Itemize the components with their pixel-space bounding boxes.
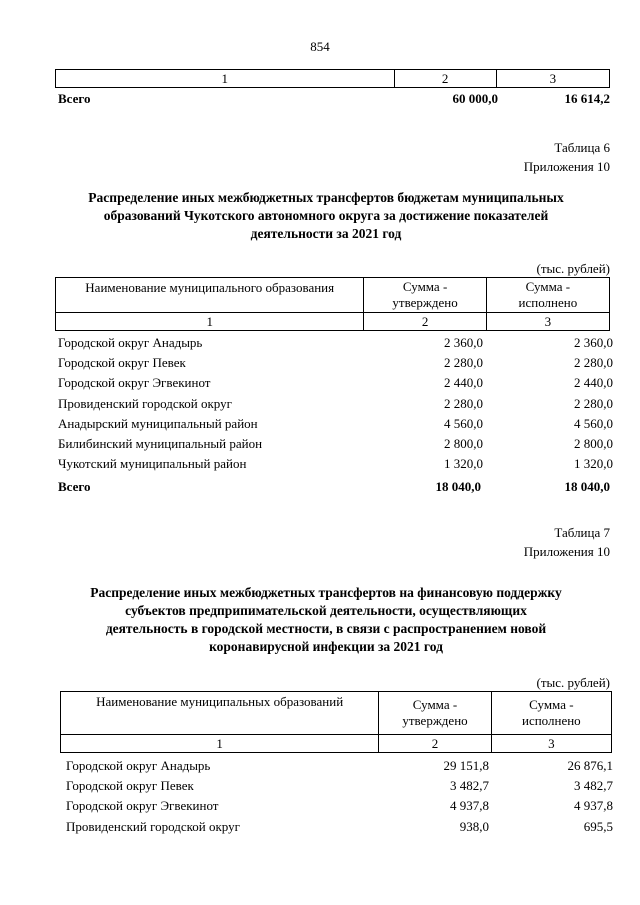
total-label: Всего [58, 91, 91, 106]
row-municipality-name: Городской округ Анадырь [58, 335, 203, 350]
table-row [58, 333, 613, 353]
table6-total-row [58, 477, 610, 497]
table6-header [55, 277, 610, 331]
top-table-total-row [58, 89, 610, 109]
table6-col-approved [364, 278, 486, 313]
col-executed-line2: исполнено [518, 295, 578, 310]
table7-num-3: 3 [491, 735, 611, 753]
table-row [58, 454, 613, 474]
table6-num-1: 1 [56, 313, 364, 331]
total-approved: 60 000,0 [452, 91, 498, 106]
table-row [58, 353, 613, 373]
table6-total-approved: 18 040,0 [435, 479, 481, 494]
table-row [58, 373, 613, 393]
table7-num-2: 2 [379, 735, 491, 753]
row-approved-amount: 2 800,0 [444, 436, 483, 451]
col-executed-line1: Сумма - [529, 697, 574, 712]
table7-label: Таблица 7 [554, 525, 610, 540]
row-executed-amount: 695,5 [583, 818, 613, 834]
total-executed: 16 614,2 [564, 91, 610, 106]
table7-title-line: субъектов предприпимательской деятельности, осуществляющих [125, 603, 527, 618]
table7-appendix: Приложения 10 [523, 544, 610, 559]
table6-appendix: Приложения 10 [523, 159, 610, 174]
row-approved-amount: 1 320,0 [444, 456, 483, 472]
table6-num-2: 2 [364, 313, 486, 331]
table6-title [56, 189, 596, 243]
row-municipality-name: Провиденский городской округ [66, 818, 240, 834]
col-executed-line2: исполнено [522, 713, 581, 728]
table6-total-executed: 18 040,0 [564, 479, 610, 494]
row-municipality-name: Анадырский муниципальный район [58, 415, 258, 431]
table7-caption [524, 523, 610, 561]
table6-title-line: Распределение иных межбюджетных трансфертов бюджетам муниципальных [88, 190, 564, 205]
row-approved-amount: 2 440,0 [444, 375, 483, 391]
table6-title-line: деятельности за 2021 год [250, 226, 402, 241]
row-municipality-name: Городской округ Эгвекинот [58, 375, 211, 391]
table7-num-1: 1 [61, 735, 379, 753]
table6-label: Таблица 6 [554, 140, 610, 155]
row-approved-amount: 29 151,8 [443, 758, 489, 773]
table7-title-line: деятельность в городской местности, в связи с распространением новой [105, 621, 547, 636]
table6-caption [524, 138, 610, 176]
row-approved-amount: 2 360,0 [444, 335, 483, 350]
table6-title-line: образований Чукотского автономного округа за достижение показателей [103, 208, 549, 223]
row-executed-amount: 1 320,0 [574, 456, 613, 472]
page-number: 854 [310, 39, 330, 54]
table7-title-line: коронавирусной инфекции за 2021 год [209, 639, 443, 654]
table7-title-line: Распределение иных межбюджетных трансфертов на финансовую поддержку [90, 585, 562, 600]
table-row [66, 776, 618, 796]
row-executed-amount: 2 280,0 [574, 355, 613, 371]
row-municipality-name: Городской округ Анадырь [66, 758, 211, 773]
col-approved-line1: Сумма - [402, 279, 448, 294]
table-row [66, 796, 618, 816]
table-row [58, 414, 613, 434]
row-municipality-name: Городской округ Эгвекинот [66, 798, 219, 814]
row-executed-amount: 4 937,8 [574, 798, 613, 814]
row-executed-amount: 3 482,7 [574, 778, 613, 794]
col-executed-line1: Сумма - [525, 279, 571, 294]
table7-col-executed [491, 692, 611, 735]
table-row [66, 817, 618, 837]
table6-total-label: Всего [58, 479, 91, 494]
row-approved-amount: 4 560,0 [444, 415, 483, 431]
table6-col-executed [486, 278, 609, 313]
row-municipality-name: Городской округ Певек [58, 355, 186, 371]
table-row [58, 394, 613, 414]
row-executed-amount: 2 280,0 [574, 395, 613, 411]
table7-units: (тыс. рублей) [536, 675, 610, 690]
table6-units: (тыс. рублей) [536, 261, 610, 276]
row-executed-amount: 2 800,0 [574, 436, 613, 451]
table6-num-3: 3 [486, 313, 609, 331]
row-approved-amount: 3 482,7 [450, 778, 489, 794]
table7-col-name: Наименование муниципальных образований [61, 692, 379, 735]
row-approved-amount: 2 280,0 [444, 395, 483, 411]
row-executed-amount: 2 360,0 [574, 335, 613, 350]
table7-header [60, 691, 612, 753]
row-approved-amount: 938,0 [459, 818, 489, 834]
table7-col-approved [379, 692, 491, 735]
row-municipality-name: Чукотский муниципальный район [58, 456, 247, 472]
row-executed-amount: 26 876,1 [567, 758, 613, 773]
row-executed-amount: 4 560,0 [574, 415, 613, 431]
row-executed-amount: 2 440,0 [574, 375, 613, 391]
row-municipality-name: Билибинский муниципальный район [58, 436, 263, 451]
col-approved-line1: Сумма - [412, 697, 458, 712]
col-approved-line2: утверждено [402, 713, 468, 728]
col-number-3: 3 [496, 70, 609, 88]
table6-col-name: Наименование муниципального образования [56, 278, 364, 313]
row-municipality-name: Городской округ Певек [66, 778, 194, 794]
table-row [58, 434, 613, 454]
row-municipality-name: Провиденский городской округ [58, 395, 232, 411]
col-approved-line2: утверждено [392, 295, 458, 310]
col-number-2: 2 [394, 70, 496, 88]
table-row [66, 756, 618, 776]
row-approved-amount: 2 280,0 [444, 355, 483, 371]
top-table-header [55, 69, 610, 88]
row-approved-amount: 4 937,8 [450, 798, 489, 814]
col-number-1: 1 [56, 70, 395, 88]
table7-title [56, 584, 596, 656]
